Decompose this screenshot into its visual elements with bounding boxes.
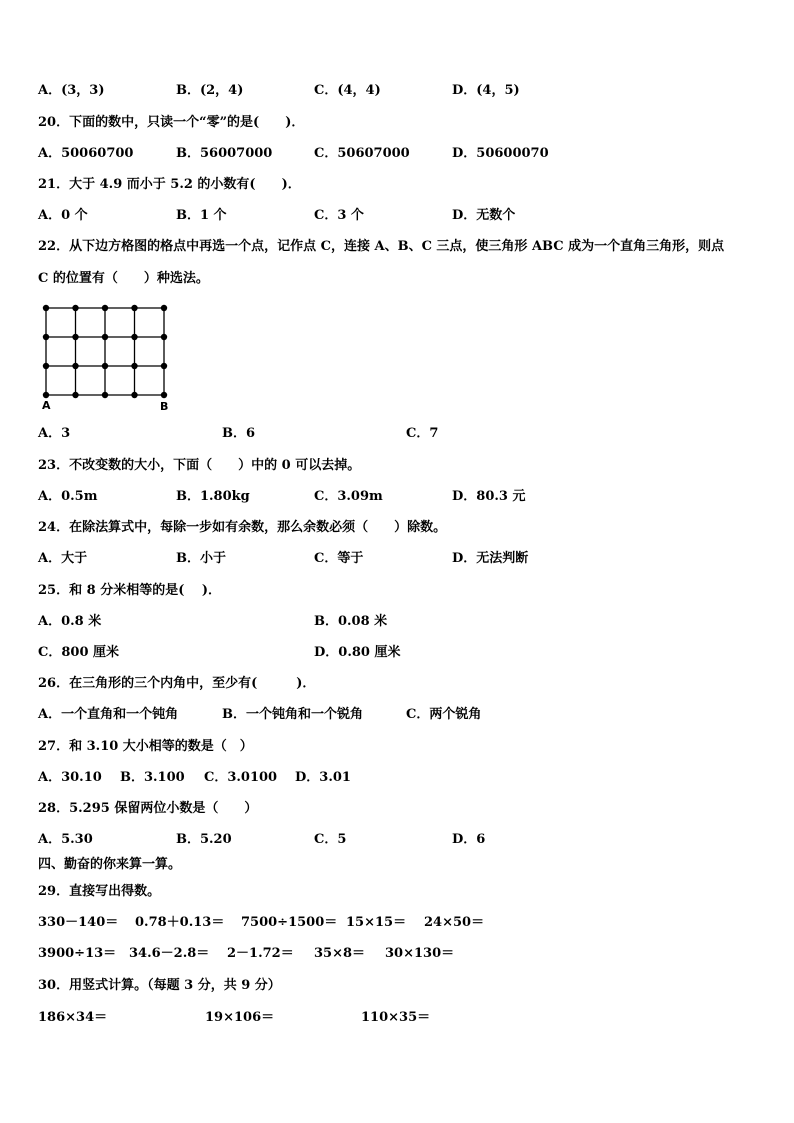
q29-row1-item3: 7500÷1500＝ <box>241 915 338 930</box>
q19-option-d: D．(4，5) <box>452 83 520 98</box>
q21-option-d: D．无数个 <box>452 208 516 223</box>
q26-stem: 26．在三角形的三个内角中，至少有( )． <box>38 676 316 691</box>
q25-option-b: B．0.08 米 <box>314 614 388 629</box>
q25-option-a: A．0.8 米 <box>38 614 102 629</box>
q29-row1-item4: 15×15＝ <box>346 915 407 930</box>
lattice-grid-svg <box>38 300 178 412</box>
q22-option-a: A．3 <box>38 426 71 441</box>
q25-stem: 25．和 8 分米相等的是( )． <box>38 583 222 598</box>
q26-option-b: B．一个钝角和一个锐角 <box>222 707 363 722</box>
q20-option-b: B．56007000 <box>176 146 273 161</box>
q29-stem: 29．直接写出得数。 <box>38 884 161 899</box>
q27-option-c: C．3.0100 <box>204 770 278 785</box>
q28-stem: 28．5.295 保留两位小数是（ ） <box>38 801 258 816</box>
q24-option-c: C．等于 <box>314 551 364 566</box>
q23-option-c: C．3.09m <box>314 489 383 504</box>
q23-option-d: D．80.3 元 <box>452 489 526 504</box>
lattice-grid-figure <box>38 300 178 412</box>
q30-stem: 30．用竖式计算。（每题 3 分，共 9 分） <box>38 978 281 993</box>
q29-row1-item2: 0.78＋0.13＝ <box>135 915 225 930</box>
point-b-label: B <box>160 400 169 412</box>
q29-row2-item5: 30×130＝ <box>385 946 455 961</box>
q21-option-c: C．3 个 <box>314 208 364 223</box>
grid-point <box>131 392 137 398</box>
q21-option-a: A．0 个 <box>38 208 88 223</box>
q20-option-d: D．50600070 <box>452 146 549 161</box>
q24-option-a: A．大于 <box>38 551 88 566</box>
grid-point <box>102 334 108 340</box>
grid-point <box>43 305 49 311</box>
grid-point <box>102 363 108 369</box>
q22-option-c: C．7 <box>406 426 439 441</box>
q25-option-c: C．800 厘米 <box>38 645 120 660</box>
q27-stem: 27．和 3.10 大小相等的数是（ ） <box>38 739 253 754</box>
q19-option-b: B．(2，4) <box>176 83 244 98</box>
q25-option-d: D．0.80 厘米 <box>314 645 401 660</box>
grid-point <box>43 363 49 369</box>
q29-row2-item3: 2－1.72＝ <box>227 946 294 961</box>
grid-point <box>72 305 78 311</box>
q28-option-a: A．5.30 <box>38 832 93 847</box>
grid-point <box>161 392 167 398</box>
q29-row1-item5: 24×50＝ <box>424 915 485 930</box>
grid-point <box>72 334 78 340</box>
q19-option-a: A．(3，3) <box>38 83 105 98</box>
q23-option-b: B．1.80kg <box>176 489 250 504</box>
grid-point <box>161 305 167 311</box>
q20-option-a: A．50060700 <box>38 146 134 161</box>
q19-option-c: C．(4，4) <box>314 83 381 98</box>
q20-option-c: C．50607000 <box>314 146 410 161</box>
grid-point <box>102 305 108 311</box>
grid-lines <box>46 308 164 395</box>
q29-row2-item4: 35×8＝ <box>314 946 366 961</box>
q27-option-d: D．3.01 <box>295 770 351 785</box>
q23-option-a: A．0.5m <box>38 489 98 504</box>
grid-point <box>72 363 78 369</box>
point-a-label: A <box>42 399 51 412</box>
q24-stem: 24．在除法算式中，每除一步如有余数，那么余数必须（ ）除数。 <box>38 520 447 535</box>
q23-stem: 23．不改变数的大小，下面（ ）中的 0 可以去掉。 <box>38 458 361 473</box>
q29-row1-item1: 330－140＝ <box>38 915 119 930</box>
q26-option-c: C．两个锐角 <box>406 707 482 722</box>
q30-item3: 110×35＝ <box>361 1010 431 1025</box>
q27-option-a: A．30.10 <box>38 770 102 785</box>
q28-option-d: D．6 <box>452 832 486 847</box>
grid-point <box>161 363 167 369</box>
q21-option-b: B．1 个 <box>176 208 227 223</box>
grid-point <box>43 334 49 340</box>
q21-stem: 21．大于 4.9 而小于 5.2 的小数有( )． <box>38 177 301 192</box>
q22-stem-line1: 22．从下边方格图的格点中再选一个点，记作点 C，连接 A、B、C 三点，使三角形 ABC 成为一个直角三角形，则点 <box>38 239 725 254</box>
q22-stem-line2: C 的位置有（ ）种选法。 <box>38 271 209 286</box>
grid-point <box>102 392 108 398</box>
q29-row2-item2: 34.6－2.8＝ <box>129 946 210 961</box>
q28-option-c: C．5 <box>314 832 347 847</box>
grid-point <box>72 392 78 398</box>
q30-item1: 186×34＝ <box>38 1010 108 1025</box>
grid-point <box>131 305 137 311</box>
section-four-title: 四、勤奋的你来算一算。 <box>38 857 182 872</box>
q30-item2: 19×106＝ <box>205 1010 275 1025</box>
grid-point <box>131 363 137 369</box>
grid-point <box>161 334 167 340</box>
q24-option-b: B．小于 <box>176 551 226 566</box>
q26-option-a: A．一个直角和一个钝角 <box>38 707 179 722</box>
q28-option-b: B．5.20 <box>176 832 232 847</box>
grid-point <box>131 334 137 340</box>
q29-row2-item1: 3900÷13＝ <box>38 946 117 961</box>
q22-option-b: B．6 <box>222 426 256 441</box>
q27-option-b: B．3.100 <box>120 770 185 785</box>
grid-point <box>43 392 49 398</box>
q20-stem: 20．下面的数中，只读一个“零”的是( )． <box>38 115 305 130</box>
q24-option-d: D．无法判断 <box>452 551 529 566</box>
